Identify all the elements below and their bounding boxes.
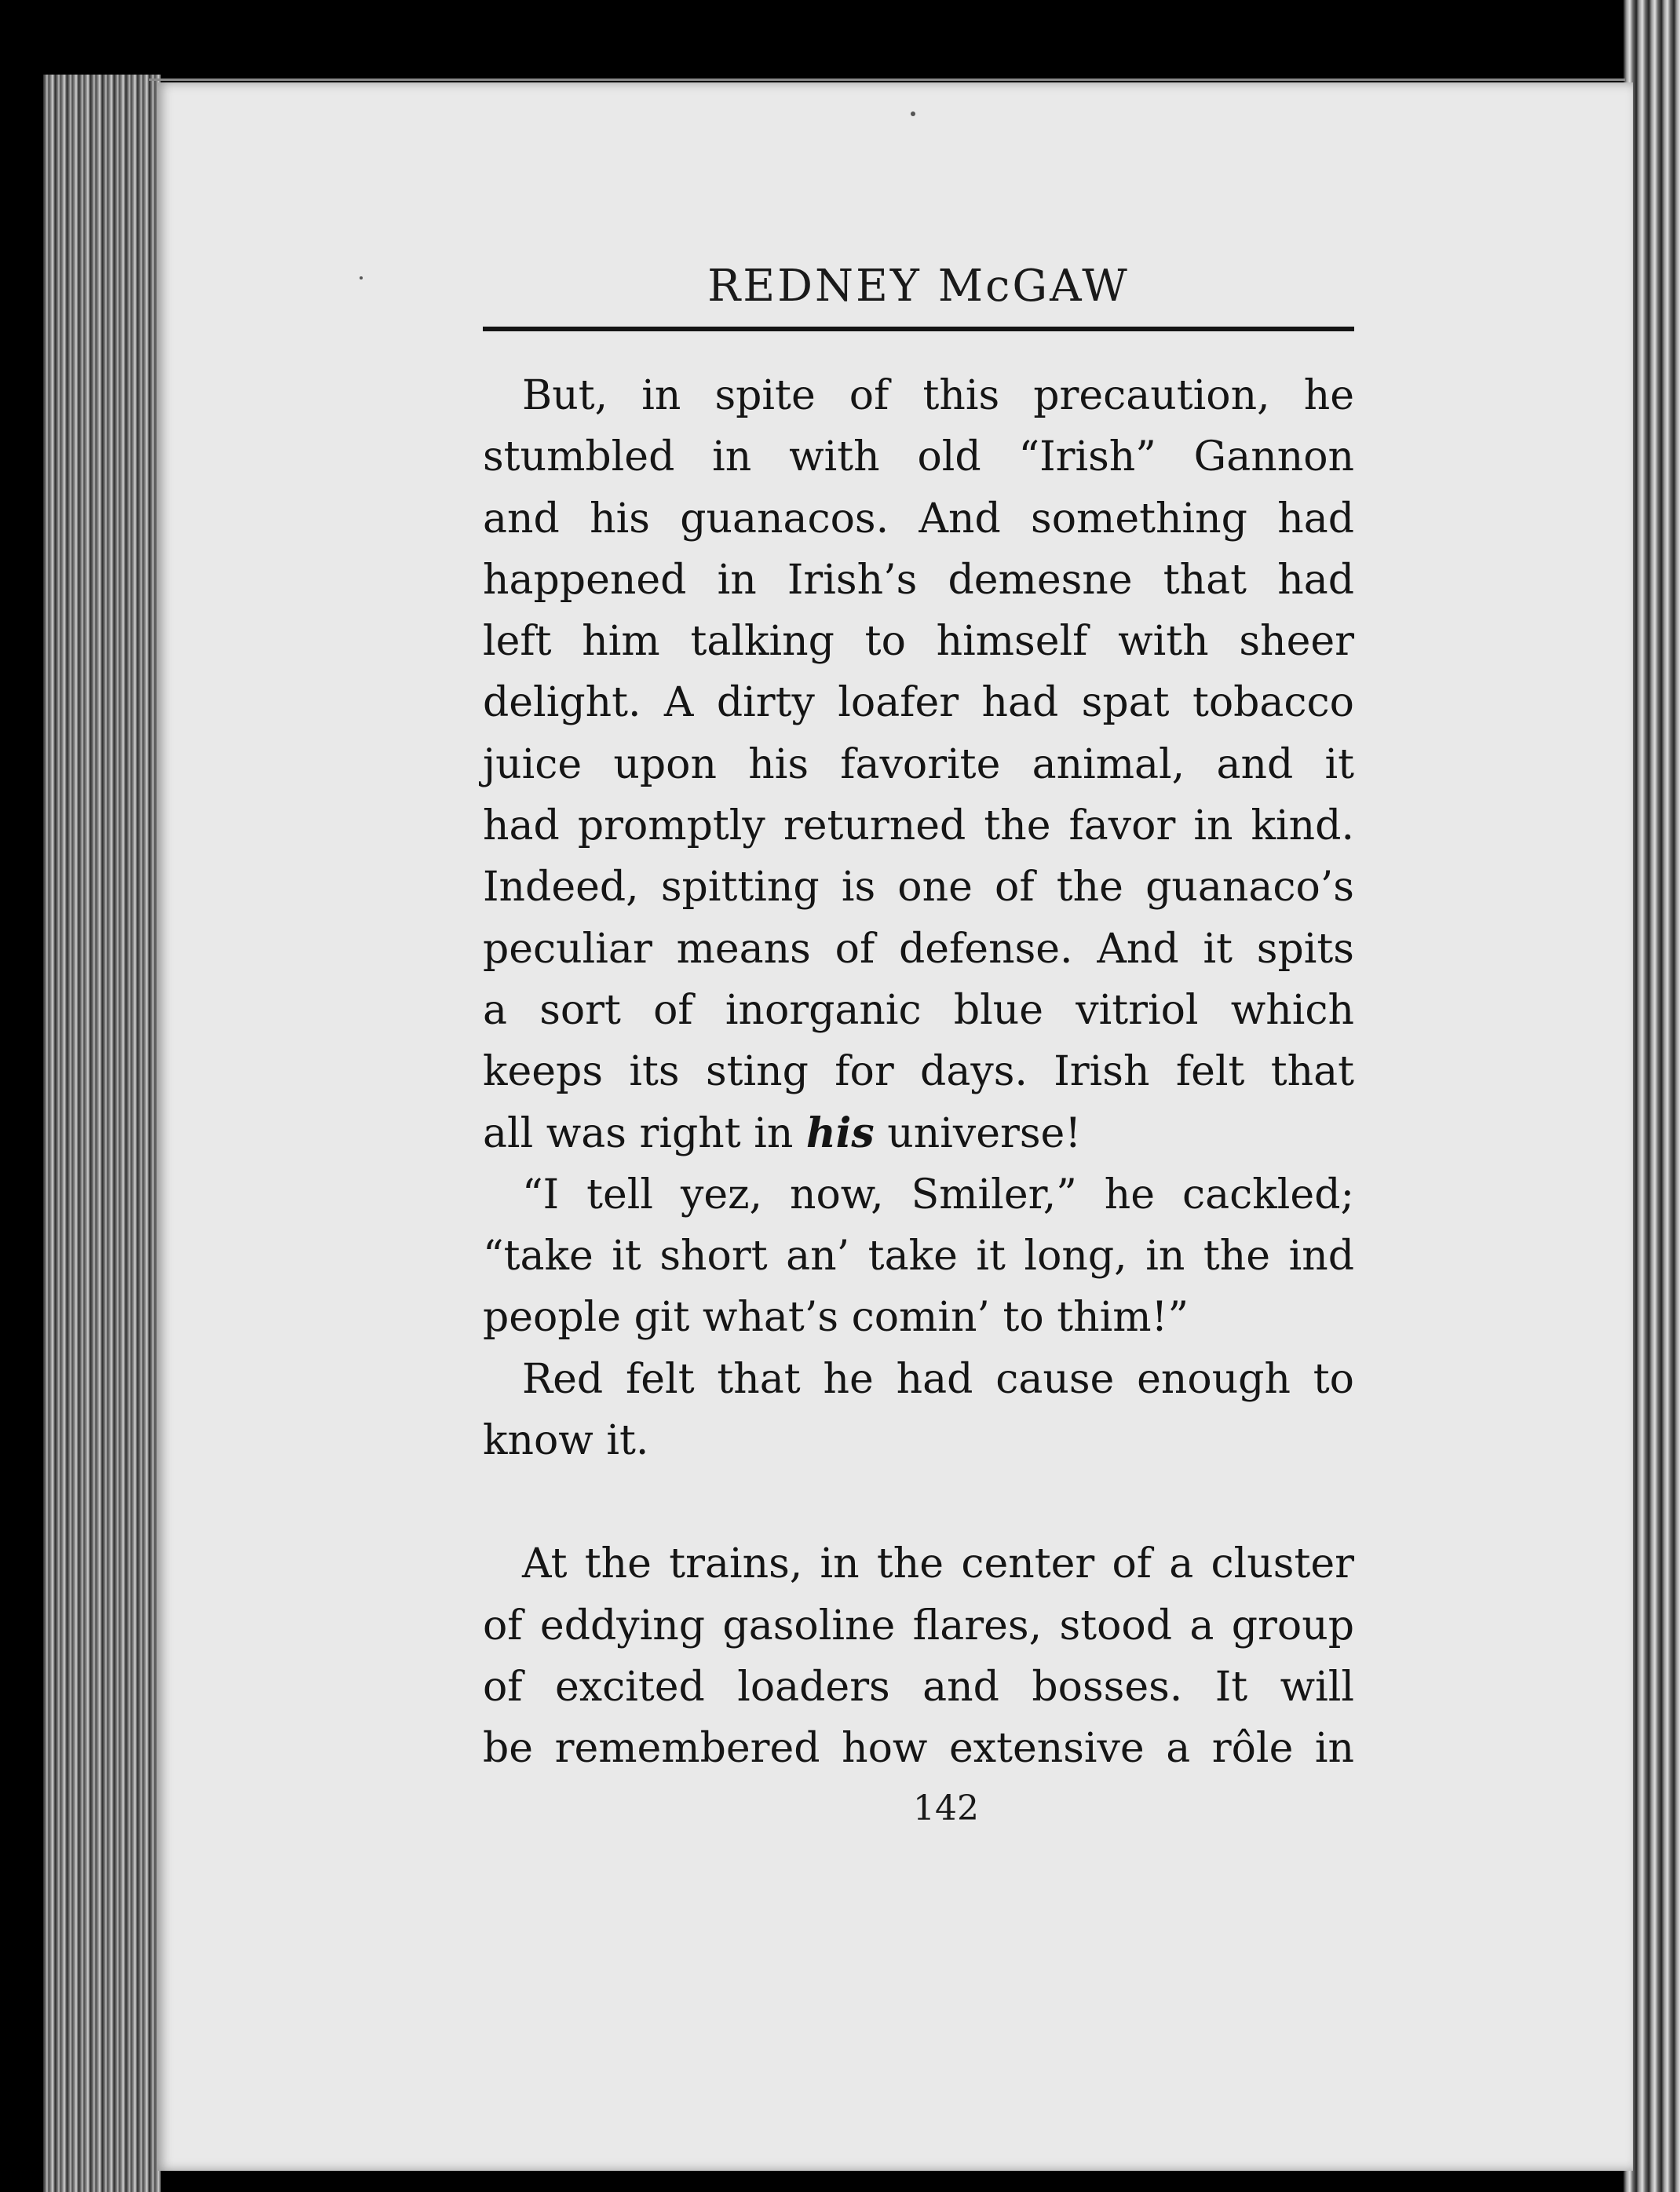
text-fragment: universe! [874,1109,1082,1157]
text-line: of eddying gasoline flares, stood a group [483,1602,1354,1649]
emphasized-word: his [805,1109,875,1157]
running-head: REDNEY McGAW [707,261,1130,312]
dust-speck [360,276,363,279]
text-line: keeps its sting for days. Irish felt that [483,1048,1354,1096]
text-line: juice upon his favorite animal, and it [483,740,1354,788]
dust-speck [911,111,915,116]
text-line: left him talking to himself with sheer [483,618,1354,666]
section-break [483,1471,1354,1533]
text-line: a sort of inorganic blue vitriol which [483,986,1354,1034]
text-line-last [483,1103,1354,1164]
page-number: 142 [913,1788,979,1828]
text-fragment: all was right in [483,1109,806,1157]
text-line: “take it short an’ take it long, in the ind [483,1233,1354,1280]
running-head-rule [483,327,1354,331]
text-line: be remembered how extensive a rôle in [483,1725,1354,1773]
text-line: had promptly returned the favor in kind. [483,802,1354,850]
body-text [483,365,1354,1780]
page-top-edge [149,79,1625,97]
text-line: delight. A dirty loafer had spat tobacco [483,679,1354,727]
text-line: “I tell yez, now, Smiler,” he cackled; [522,1171,1354,1218]
text-line: and his guanacos. And something had [483,495,1354,543]
book-page-edges-left [43,75,161,2192]
text-line: stumbled in with old “Irish” Gannon [483,433,1354,481]
text-line: happened in Irish’s demesne that had [483,556,1354,604]
text-line: At the trains, in the center of a cluster [522,1540,1354,1588]
text-line: But, in spite of this precaution, he [522,372,1354,419]
text-line: of excited loaders and bosses. It will [483,1663,1354,1711]
text-line: peculiar means of defense. And it spits [483,925,1354,973]
text-line: Indeed, spitting is one of the guanaco’s [483,864,1354,912]
text-line: Red felt that he had cause enough to [522,1355,1354,1403]
text-line-last: know it. [483,1417,649,1465]
text-line-last: people git what’s comin’ to thim!” [483,1294,1189,1342]
